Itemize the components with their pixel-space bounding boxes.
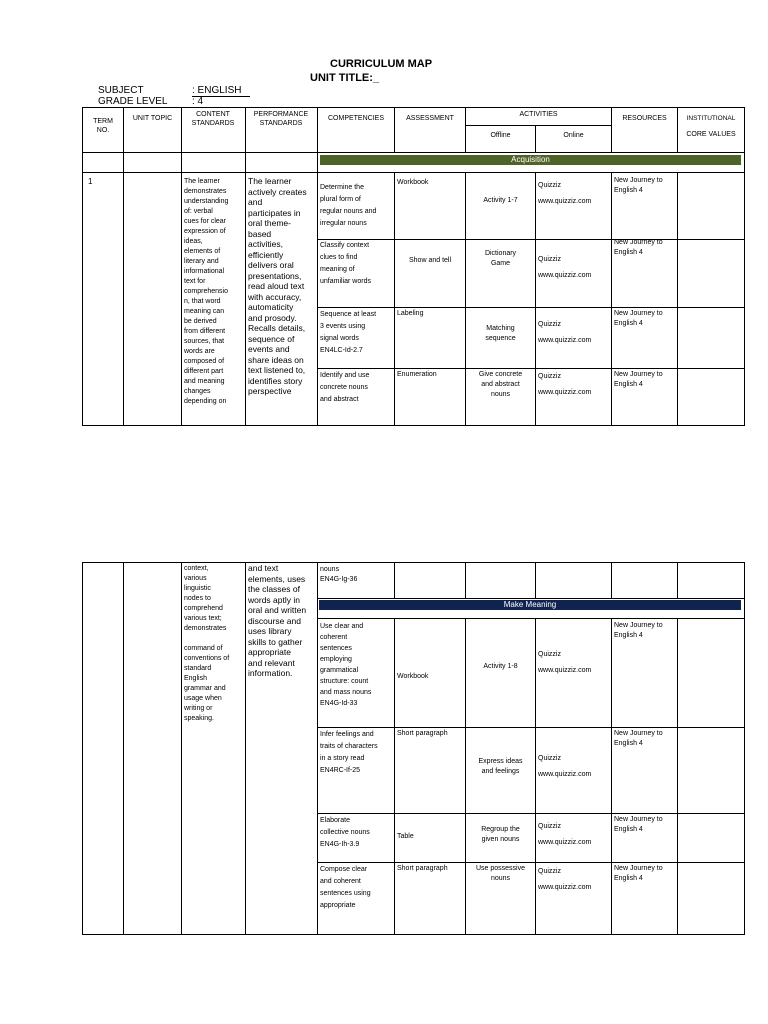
competency-text: plural form of <box>320 196 361 203</box>
offline-text: Game <box>490 260 511 267</box>
content-standards-line: expression of <box>184 228 226 235</box>
content-standards-line: informational <box>184 268 225 275</box>
online-text: Quizziz <box>538 868 561 875</box>
offline-cell <box>468 864 533 884</box>
online-text[interactable]: www.quizziz.com <box>538 272 592 279</box>
term-number: 1 <box>88 177 93 186</box>
performance-standards-line: actively creates <box>248 186 307 197</box>
resources-text: New Journey to <box>614 177 663 184</box>
header-activities: ACTIVITIES <box>519 111 558 118</box>
competency-text: unfamiliar words <box>320 278 371 285</box>
assessment-text: Workbook <box>397 673 429 680</box>
competency-cell <box>320 370 392 406</box>
competency-text: grammatical <box>320 667 359 674</box>
performance-standards-line: text listened to, <box>248 365 306 375</box>
content-standards-line: changes <box>184 388 211 395</box>
header-offline: Offline <box>490 132 511 139</box>
performance-standards-line: information. <box>248 668 293 678</box>
assessment-text: Table <box>397 833 414 840</box>
content-standards-line: from different <box>184 328 226 335</box>
online-text: Quizziz <box>538 182 561 189</box>
performance-standards-line: participates in <box>248 207 301 218</box>
performance-standards-line: identifies story <box>248 375 303 386</box>
assessment-text: Workbook <box>397 179 429 186</box>
performance-standards-line: and relevant <box>248 657 295 668</box>
content-standards-line: understanding <box>184 198 229 205</box>
performance-standards-line: perspective <box>248 386 292 396</box>
content-standards-line: linguistic <box>184 585 211 592</box>
content-standards-line: be derived <box>184 318 217 325</box>
content-standards-line: The learner <box>184 178 220 185</box>
content-standards-line: nodes to <box>184 595 211 602</box>
subject-value: : ENGLISH <box>192 85 250 97</box>
header-unit-topic: UNIT TOPIC <box>132 115 173 122</box>
header-no-line: NO. <box>96 127 110 134</box>
competency-cell <box>320 182 392 230</box>
resources-text: English 4 <box>614 826 643 833</box>
content-standards-line: various <box>184 575 207 582</box>
competency-text: EN4G-Id-33 <box>320 700 358 707</box>
competency-text: Determine the <box>320 184 364 191</box>
competency-text: sentences <box>320 645 352 652</box>
performance-standards-line: automaticity <box>248 302 294 312</box>
competency-text: EN4G-Ih-3.9 <box>320 841 360 848</box>
content-standards-line: speaking. <box>184 715 214 722</box>
competency-text: and coherent <box>320 878 361 885</box>
content-standards-line: conventions of <box>184 655 230 662</box>
offline-text: Use possessive <box>475 865 526 872</box>
content-standards-line: text for <box>184 278 206 285</box>
performance-standards-line: skills to gather <box>248 636 303 647</box>
assessment-cell <box>397 370 463 380</box>
performance-standards-line: the classes of <box>248 584 300 594</box>
content-standards-line <box>184 634 244 644</box>
header-term-line: TERM <box>93 118 113 125</box>
offline-text: and abstract <box>481 381 520 388</box>
header-content-line: CONTENT <box>196 111 230 118</box>
performance-standards-line: read aloud text <box>248 281 305 291</box>
performance-standards-text-cont <box>248 563 316 679</box>
resources-text: English 4 <box>614 740 643 747</box>
online-cell <box>538 369 610 401</box>
resources-cell <box>614 864 676 884</box>
content-standards-line: demonstrates <box>184 625 227 632</box>
content-standards-line: various text; <box>184 615 222 622</box>
performance-standards-line: efficiently <box>248 249 284 260</box>
online-text[interactable]: www.quizziz.com <box>538 389 592 396</box>
competency-line: EN4G-Ig-36 <box>320 576 358 583</box>
online-cell <box>538 864 610 896</box>
offline-cell <box>468 196 533 206</box>
performance-standards-line: delivers oral <box>248 260 294 270</box>
content-standards-line: words are <box>184 348 215 355</box>
resources-text: English 4 <box>614 875 643 882</box>
resources-cell <box>614 238 676 258</box>
content-standards-line: composed of <box>184 358 225 365</box>
grade-level-label: GRADE LEVEL <box>98 96 168 107</box>
resources-cell <box>614 176 676 196</box>
content-standards-line: of: verbal <box>184 208 213 215</box>
competency-text: in a story read <box>320 755 365 762</box>
competency-cont <box>320 565 392 585</box>
performance-standards-line: with accuracy, <box>248 291 302 302</box>
offline-text: Give concrete <box>478 371 523 378</box>
assessment-text: Short paragraph <box>397 865 448 872</box>
competency-cell <box>320 240 392 288</box>
resources-text: English 4 <box>614 187 643 194</box>
header-content-standards <box>182 110 244 128</box>
content-standards-line: writing or <box>184 705 213 712</box>
content-standards-line: standard <box>184 665 212 672</box>
performance-standards-line: and prosody. <box>248 312 297 323</box>
resources-cell <box>614 370 676 390</box>
competency-text: and abstract <box>320 396 359 403</box>
resources-text: New Journey to <box>614 865 663 872</box>
competency-line: nouns <box>320 566 340 573</box>
content-standards-line: different part <box>184 368 224 375</box>
subject-label: SUBJECT <box>98 85 144 96</box>
resources-text: New Journey to <box>614 239 663 246</box>
offline-text: Activity 1-8 <box>483 663 518 670</box>
resources-text: New Journey to <box>614 816 663 823</box>
online-text[interactable]: www.quizziz.com <box>538 884 592 891</box>
competency-text: employing <box>320 656 352 663</box>
document-title: CURRICULUM MAP <box>330 58 433 70</box>
competency-text: EN4LC-Id-2.7 <box>320 347 363 354</box>
content-standards-line: literary and <box>184 258 219 265</box>
content-standards-line: demonstrates <box>184 188 227 195</box>
performance-standards-line: share ideas on <box>248 354 304 365</box>
online-text: Quizziz <box>538 256 561 263</box>
content-standards-line: comprehend <box>184 605 223 612</box>
competency-text: clues to find <box>320 254 358 261</box>
competency-text: Classify context <box>320 242 370 249</box>
online-text[interactable]: www.quizziz.com <box>538 337 592 344</box>
performance-standards-line: Recalls details, <box>248 323 306 333</box>
offline-cell <box>468 370 533 400</box>
acquisition-band: Acquisition <box>320 155 741 165</box>
header-performance-standards <box>246 110 316 128</box>
offline-cell <box>468 249 533 269</box>
online-text: Quizziz <box>538 321 561 328</box>
performance-standards-text <box>248 176 316 397</box>
header-competencies: COMPETENCIES <box>327 115 384 122</box>
assessment-text: Short paragraph <box>397 730 448 737</box>
header-standards-line: STANDARDS <box>191 120 235 127</box>
content-standards-line: depending on <box>184 398 227 405</box>
content-standards-line: and meaning <box>184 378 225 385</box>
resources-text: New Journey to <box>614 371 663 378</box>
assessment-text: Enumeration <box>397 371 437 378</box>
offline-cell <box>468 662 533 672</box>
resources-text: English 4 <box>614 381 643 388</box>
competency-text: EN4RC-If-25 <box>320 767 361 774</box>
performance-standards-line: appropriate <box>248 647 292 657</box>
grade-level-value: : 4 <box>192 96 226 108</box>
content-standards-line: sources, that <box>184 338 225 345</box>
resources-text: New Journey to <box>614 310 663 317</box>
assessment-cell <box>397 832 463 842</box>
resources-text: English 4 <box>614 632 643 639</box>
offline-cell <box>468 757 533 777</box>
unit-title-value: _ <box>372 72 380 84</box>
offline-text: Matching <box>486 325 515 332</box>
performance-standards-line: oral and written <box>248 605 307 615</box>
offline-text: nouns <box>490 391 511 398</box>
performance-standards-line: activities, <box>248 239 283 249</box>
offline-text: Regroup the <box>481 826 520 833</box>
assessment-cell <box>397 864 463 874</box>
header-term-no <box>84 117 122 135</box>
resources-cell <box>614 729 676 749</box>
resources-text: New Journey to <box>614 730 663 737</box>
header-resources: RESOURCES <box>622 115 667 122</box>
performance-standards-line: and text <box>248 563 279 573</box>
make-meaning-band: Make Meaning <box>319 600 741 610</box>
competency-text: traits of characters <box>320 743 378 750</box>
offline-text: Activity 1-7 <box>483 197 518 204</box>
content-standards-line: grammar and <box>184 685 226 692</box>
header-assessment: ASSESSMENT <box>406 115 454 122</box>
competency-text: irregular nouns <box>320 220 367 227</box>
online-text[interactable]: www.quizziz.com <box>538 771 592 778</box>
competency-text: Use clear and <box>320 623 364 630</box>
competency-text: Compose clear <box>320 866 368 873</box>
performance-standards-line: uses library <box>248 626 292 636</box>
header-performance-line: PERFORMANCE <box>253 111 309 118</box>
competency-text: and mass nouns <box>320 689 372 696</box>
online-cell <box>538 317 610 349</box>
online-cell <box>538 252 610 284</box>
resources-cell <box>614 815 676 835</box>
content-standards-line: cues for clear <box>184 218 227 225</box>
performance-standards-line: sequence of <box>248 333 295 344</box>
offline-text: sequence <box>485 335 516 342</box>
competency-text: coherent <box>320 634 348 641</box>
resources-cell <box>614 621 676 641</box>
resources-text: New Journey to <box>614 622 663 629</box>
resources-text: English 4 <box>614 320 643 327</box>
competency-text: concrete nouns <box>320 384 368 391</box>
unit-title-label: UNIT TITLE: <box>310 72 373 84</box>
content-standards-line: n, that word <box>184 298 221 305</box>
assessment-cell <box>397 729 463 739</box>
assessment-text: Show and tell <box>408 257 452 264</box>
assessment-cell <box>397 309 463 319</box>
online-text: Quizziz <box>538 651 561 658</box>
offline-text: and feelings <box>481 768 520 775</box>
competency-cell <box>320 621 392 709</box>
competency-text: collective nouns <box>320 829 370 836</box>
performance-standards-line: The learner <box>248 176 292 186</box>
offline-text: nouns <box>490 875 511 882</box>
performance-standards-line: presentations, <box>248 270 302 281</box>
competency-text: Elaborate <box>320 817 350 824</box>
offline-text: given nouns <box>481 836 520 843</box>
resources-cell <box>614 309 676 329</box>
header-core-values: CORE VALUES <box>686 131 736 138</box>
content-standards-line: comprehensio <box>184 288 228 295</box>
offline-text: Express ideas <box>478 758 523 765</box>
competency-text: Identify and use <box>320 372 370 379</box>
performance-standards-line: words aptly in <box>248 594 300 605</box>
online-text[interactable]: www.quizziz.com <box>538 198 592 205</box>
competency-cell <box>320 864 392 912</box>
competency-cell <box>320 729 392 777</box>
online-text[interactable]: www.quizziz.com <box>538 839 592 846</box>
online-text: Quizziz <box>538 755 561 762</box>
performance-standards-line: based <box>248 228 272 239</box>
assessment-cell <box>397 672 463 682</box>
competency-text: signal words <box>320 335 359 342</box>
header-institutional: INSTITUTIONAL <box>686 115 736 122</box>
header-online: Online <box>563 132 584 139</box>
competency-text: appropriate <box>320 902 356 909</box>
competency-text: Infer feelings and <box>320 731 374 738</box>
performance-standards-line: and <box>248 197 263 207</box>
content-standards-text-cont <box>184 564 244 724</box>
online-cell <box>538 647 610 679</box>
performance-standards-line: discourse and <box>248 615 301 626</box>
unit-title <box>310 72 379 84</box>
header-pstandards-line: STANDARDS <box>259 120 303 127</box>
content-standards-line: command of <box>184 645 223 652</box>
competency-cell <box>320 815 392 851</box>
online-text[interactable]: www.quizziz.com <box>538 667 592 674</box>
offline-text: Dictionary <box>484 250 517 257</box>
offline-cell <box>468 324 533 344</box>
online-text: Quizziz <box>538 373 561 380</box>
competency-text: sentences using <box>320 890 371 897</box>
resources-text: English 4 <box>614 249 643 256</box>
offline-cell <box>468 825 533 845</box>
competency-cell <box>320 309 392 357</box>
performance-standards-line: elements, uses <box>248 573 306 584</box>
performance-standards-line: oral theme- <box>248 218 291 228</box>
competency-text: regular nouns and <box>320 208 377 215</box>
performance-standards-line: events and <box>248 344 290 354</box>
content-standards-line: context, <box>184 565 209 572</box>
content-standards-line: ideas, <box>184 238 203 245</box>
content-standards-text <box>184 177 244 407</box>
competency-text: meaning of <box>320 266 355 273</box>
content-standards-line: elements of <box>184 248 221 255</box>
online-cell <box>538 819 610 851</box>
online-cell <box>538 178 610 210</box>
assessment-cell <box>397 178 463 188</box>
assessment-cell <box>397 256 463 266</box>
online-cell <box>538 751 610 783</box>
content-standards-line: English <box>184 675 207 682</box>
content-standards-line: meaning can <box>184 308 225 315</box>
online-text: Quizziz <box>538 823 561 830</box>
competency-text: structure: count <box>320 678 369 685</box>
competency-text: Sequence at least <box>320 311 377 318</box>
content-standards-line: usage when <box>184 695 222 702</box>
competency-text: 3 events using <box>320 323 366 330</box>
assessment-text: Labeling <box>397 310 424 317</box>
